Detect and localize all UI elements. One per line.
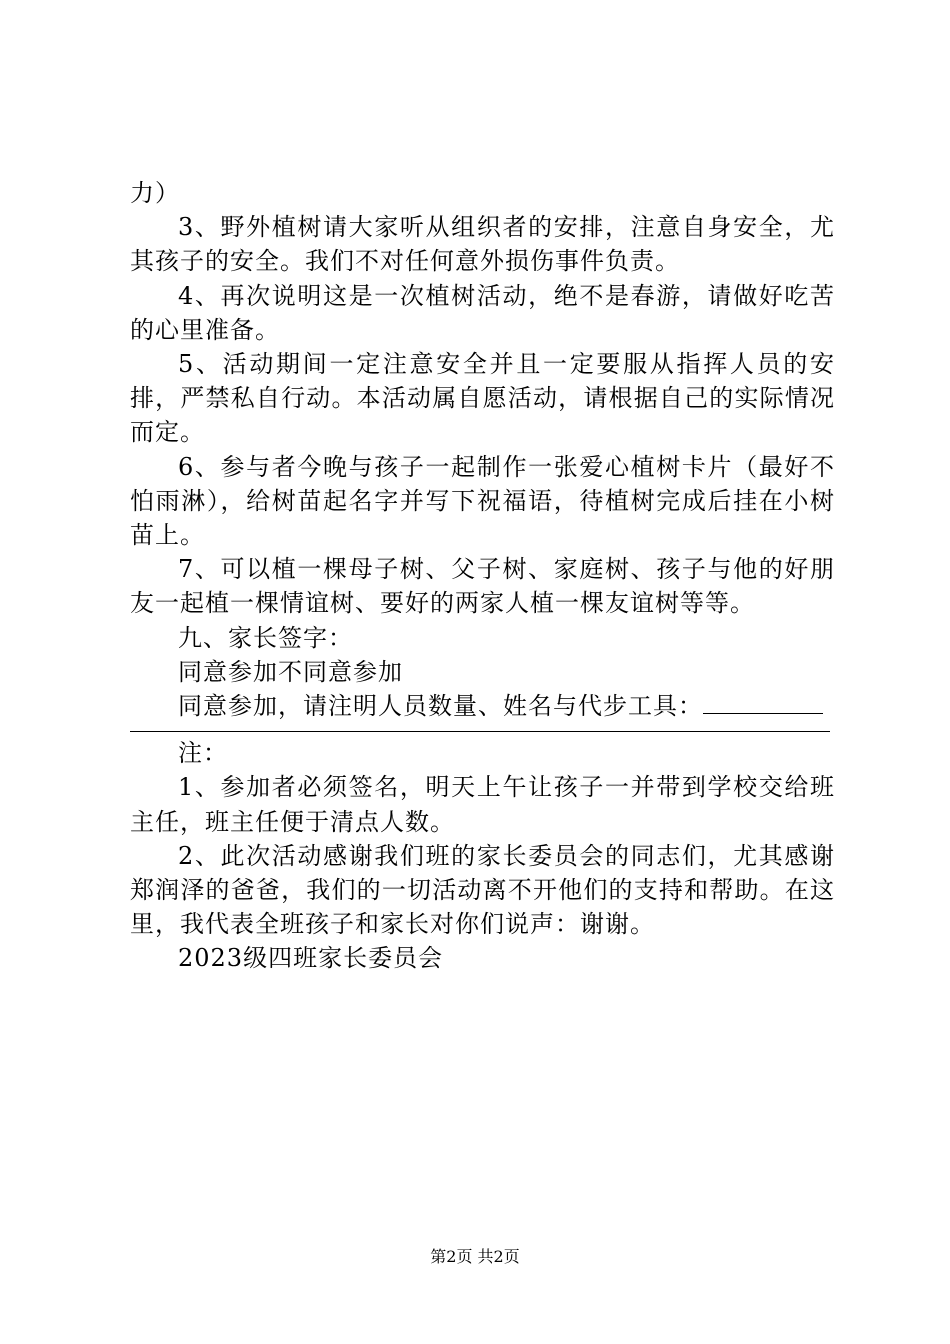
paragraph-item-7: 7、可以植一棵母子树、父子树、家庭树、孩子与他的好朋友一起植一棵情谊树、要好的两家人植一棵友谊树等等。	[130, 555, 835, 618]
note-item-1: 1、参加者必须签名，明天上午让孩子一并带到学校交给班主任，班主任便于清点人数。	[130, 773, 835, 836]
consent-details-line	[130, 689, 835, 723]
section-heading-signature: 九、家长签字：	[178, 623, 353, 652]
paragraph-item-5: 5、活动期间一定注意安全并且一定要服从指挥人员的安排，严禁私自行动。本活动属自愿活动，请根据自己的实际情况而定。	[130, 350, 835, 447]
fill-in-blank	[703, 691, 823, 714]
document-body	[130, 176, 835, 976]
paragraph-item-6: 6、参与者今晚与孩子一起制作一张爱心植树卡片（最好不怕雨淋），给树苗起名字并写下祝福语，待植树完成后挂在小树苗上。	[130, 452, 835, 550]
paragraph-item-3: 3、野外植树请大家听从组织者的安排，注意自身安全，尤其孩子的安全。我们不对任何意外损伤事件负责。	[130, 213, 835, 276]
paragraph-continuation: 力）	[130, 179, 180, 207]
signature-committee: 2023级四班家长委员会	[178, 944, 444, 973]
fill-in-rule	[130, 731, 830, 732]
consent-options: 同意参加不同意参加	[178, 657, 403, 686]
notes-heading: 注：	[178, 739, 228, 768]
page-footer: 第2页 共2页	[430, 1247, 520, 1266]
paragraph-item-4: 4、再次说明这是一次植树活动，绝不是春游，请做好吃苦的心里准备。	[130, 281, 835, 344]
consent-details-label: 同意参加，请注明人员数量、姓名与代步工具：	[178, 692, 703, 721]
note-item-2: 2、此次活动感谢我们班的家长委员会的同志们，尤其感谢郑润泽的爸爸，我们的一切活动离不开他们的支持和帮助。在这里，我代表全班孩子和家长对你们说声：谢谢。	[130, 841, 835, 939]
